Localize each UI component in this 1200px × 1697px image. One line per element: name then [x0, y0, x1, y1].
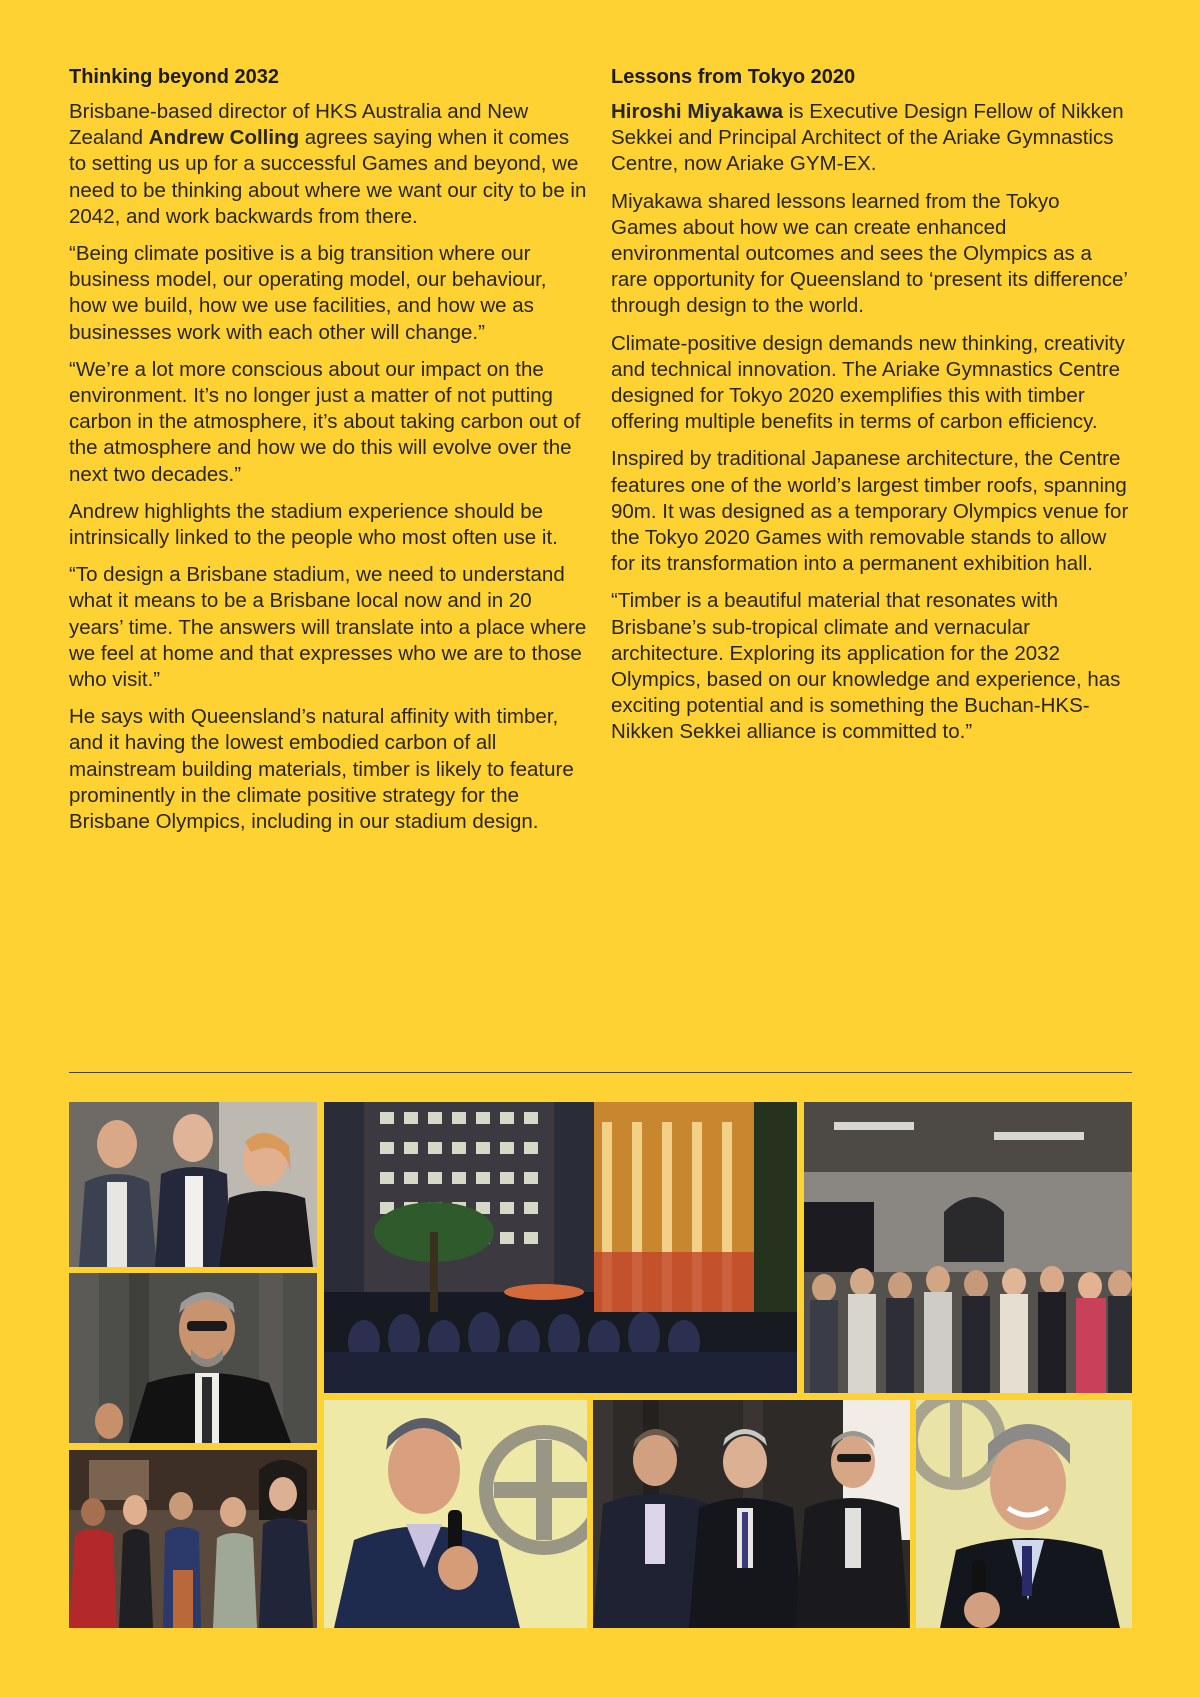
paragraph-climate-positive-design: Climate-positive design demands new thinking, creativity and technical innovation. The Ariake Gymnastics Centre designed for Tokyo 2020 exemplifies this with timber offering multiple benefits in terms of carbon efficiency.	[611, 331, 1125, 434]
photo-smiling-speaker	[916, 1400, 1132, 1628]
name-hiroshi-miyakawa: Hiroshi Miyakawa	[611, 100, 784, 123]
paragraph-climate-positive-quote: “Being climate positive is a big transition where our business model, our operating model, our behaviour, how we build, how we use facilities, and how we as businesses work with each other will change.”	[69, 242, 547, 344]
photo-speaker-glasses	[69, 1273, 317, 1443]
photo-indoor-reception	[804, 1102, 1132, 1393]
paragraph-conscious-quote: “We’re a lot more conscious about our impact on the environment. It’s no longer just a matter of not putting carbon in the atmosphere, it’s about taking carbon out of the atmosphere and how we do this will evolve over the next two decades.”	[69, 357, 581, 486]
paragraph-hiroshi-intro: Hiroshi Miyakawa is Executive Design Fellow of Nikken Sekkei and Principal Architect of the Ariake Gymnastics Centre, now Ariake GYM-EX.	[611, 100, 1124, 176]
photo-gallery-group	[69, 1450, 317, 1628]
paragraph-stadium-experience: Andrew highlights the stadium experience should be intrinsically linked to the people who most often use it.	[69, 499, 558, 550]
right-column	[611, 64, 1131, 757]
name-andrew-colling: Andrew Colling	[148, 126, 300, 150]
photo-three-guests	[69, 1102, 317, 1267]
section-divider	[69, 1072, 1132, 1073]
heading-lessons-from-tokyo-2020: Lessons from Tokyo 2020	[611, 66, 856, 88]
photo-city-night-event	[324, 1102, 797, 1393]
paragraph-andrew-intro: Brisbane-based director of HKS Australia and New Zealand Andrew Colling agrees saying when it comes to setting us up for a successful Games and beyond, we need to be thinking about where we want our city to be in 2042, and work backwards from there.	[69, 100, 587, 228]
photo-speaker-microphone	[324, 1400, 587, 1628]
left-column	[69, 64, 589, 846]
heading-thinking-beyond-2032: Thinking beyond 2032	[69, 66, 280, 88]
paragraph-ariake-centre: Inspired by traditional Japanese architecture, the Centre features one of the world’s largest timber roofs, spanning 90m. It was designed as a temporary Olympics venue for the Tokyo 2020 Games with removable stands to allow for its transformation into a permanent exhibition hall.	[611, 447, 1129, 576]
paragraph-timber-affinity: He says with Queensland’s natural affinity with timber, and it having the lowest embodied carbon of all mainstream building materials, timber is likely to feature prominently in the climate positive strategy for the Brisbane Olympics, including in our stadium design.	[69, 705, 574, 834]
paragraph-timber-quote: “Timber is a beautiful material that resonates with Brisbane’s sub-tropical climate and vernacular architecture. Exploring its application for the 2032 Olympics, based on our knowledge and experience, has exciting potential and is something the Buchan-HKS-Nikken Sekkei alliance is committed to.”	[611, 589, 1121, 744]
paragraph-lessons-learned: Miyakawa shared lessons learned from the Tokyo Games about how we can create enhanced environmental outcomes and sees the Olympics as a rare opportunity for Queensland to ‘present its difference’ through design to the world.	[611, 189, 1128, 318]
photo-three-architects	[593, 1400, 910, 1628]
paragraph-brisbane-stadium-quote: “To design a Brisbane stadium, we need to understand what it means to be a Brisbane local now and in 20 years’ time. The answers will translate into a place where we feel at home and that expresses who we are to those who visit.”	[69, 563, 587, 692]
